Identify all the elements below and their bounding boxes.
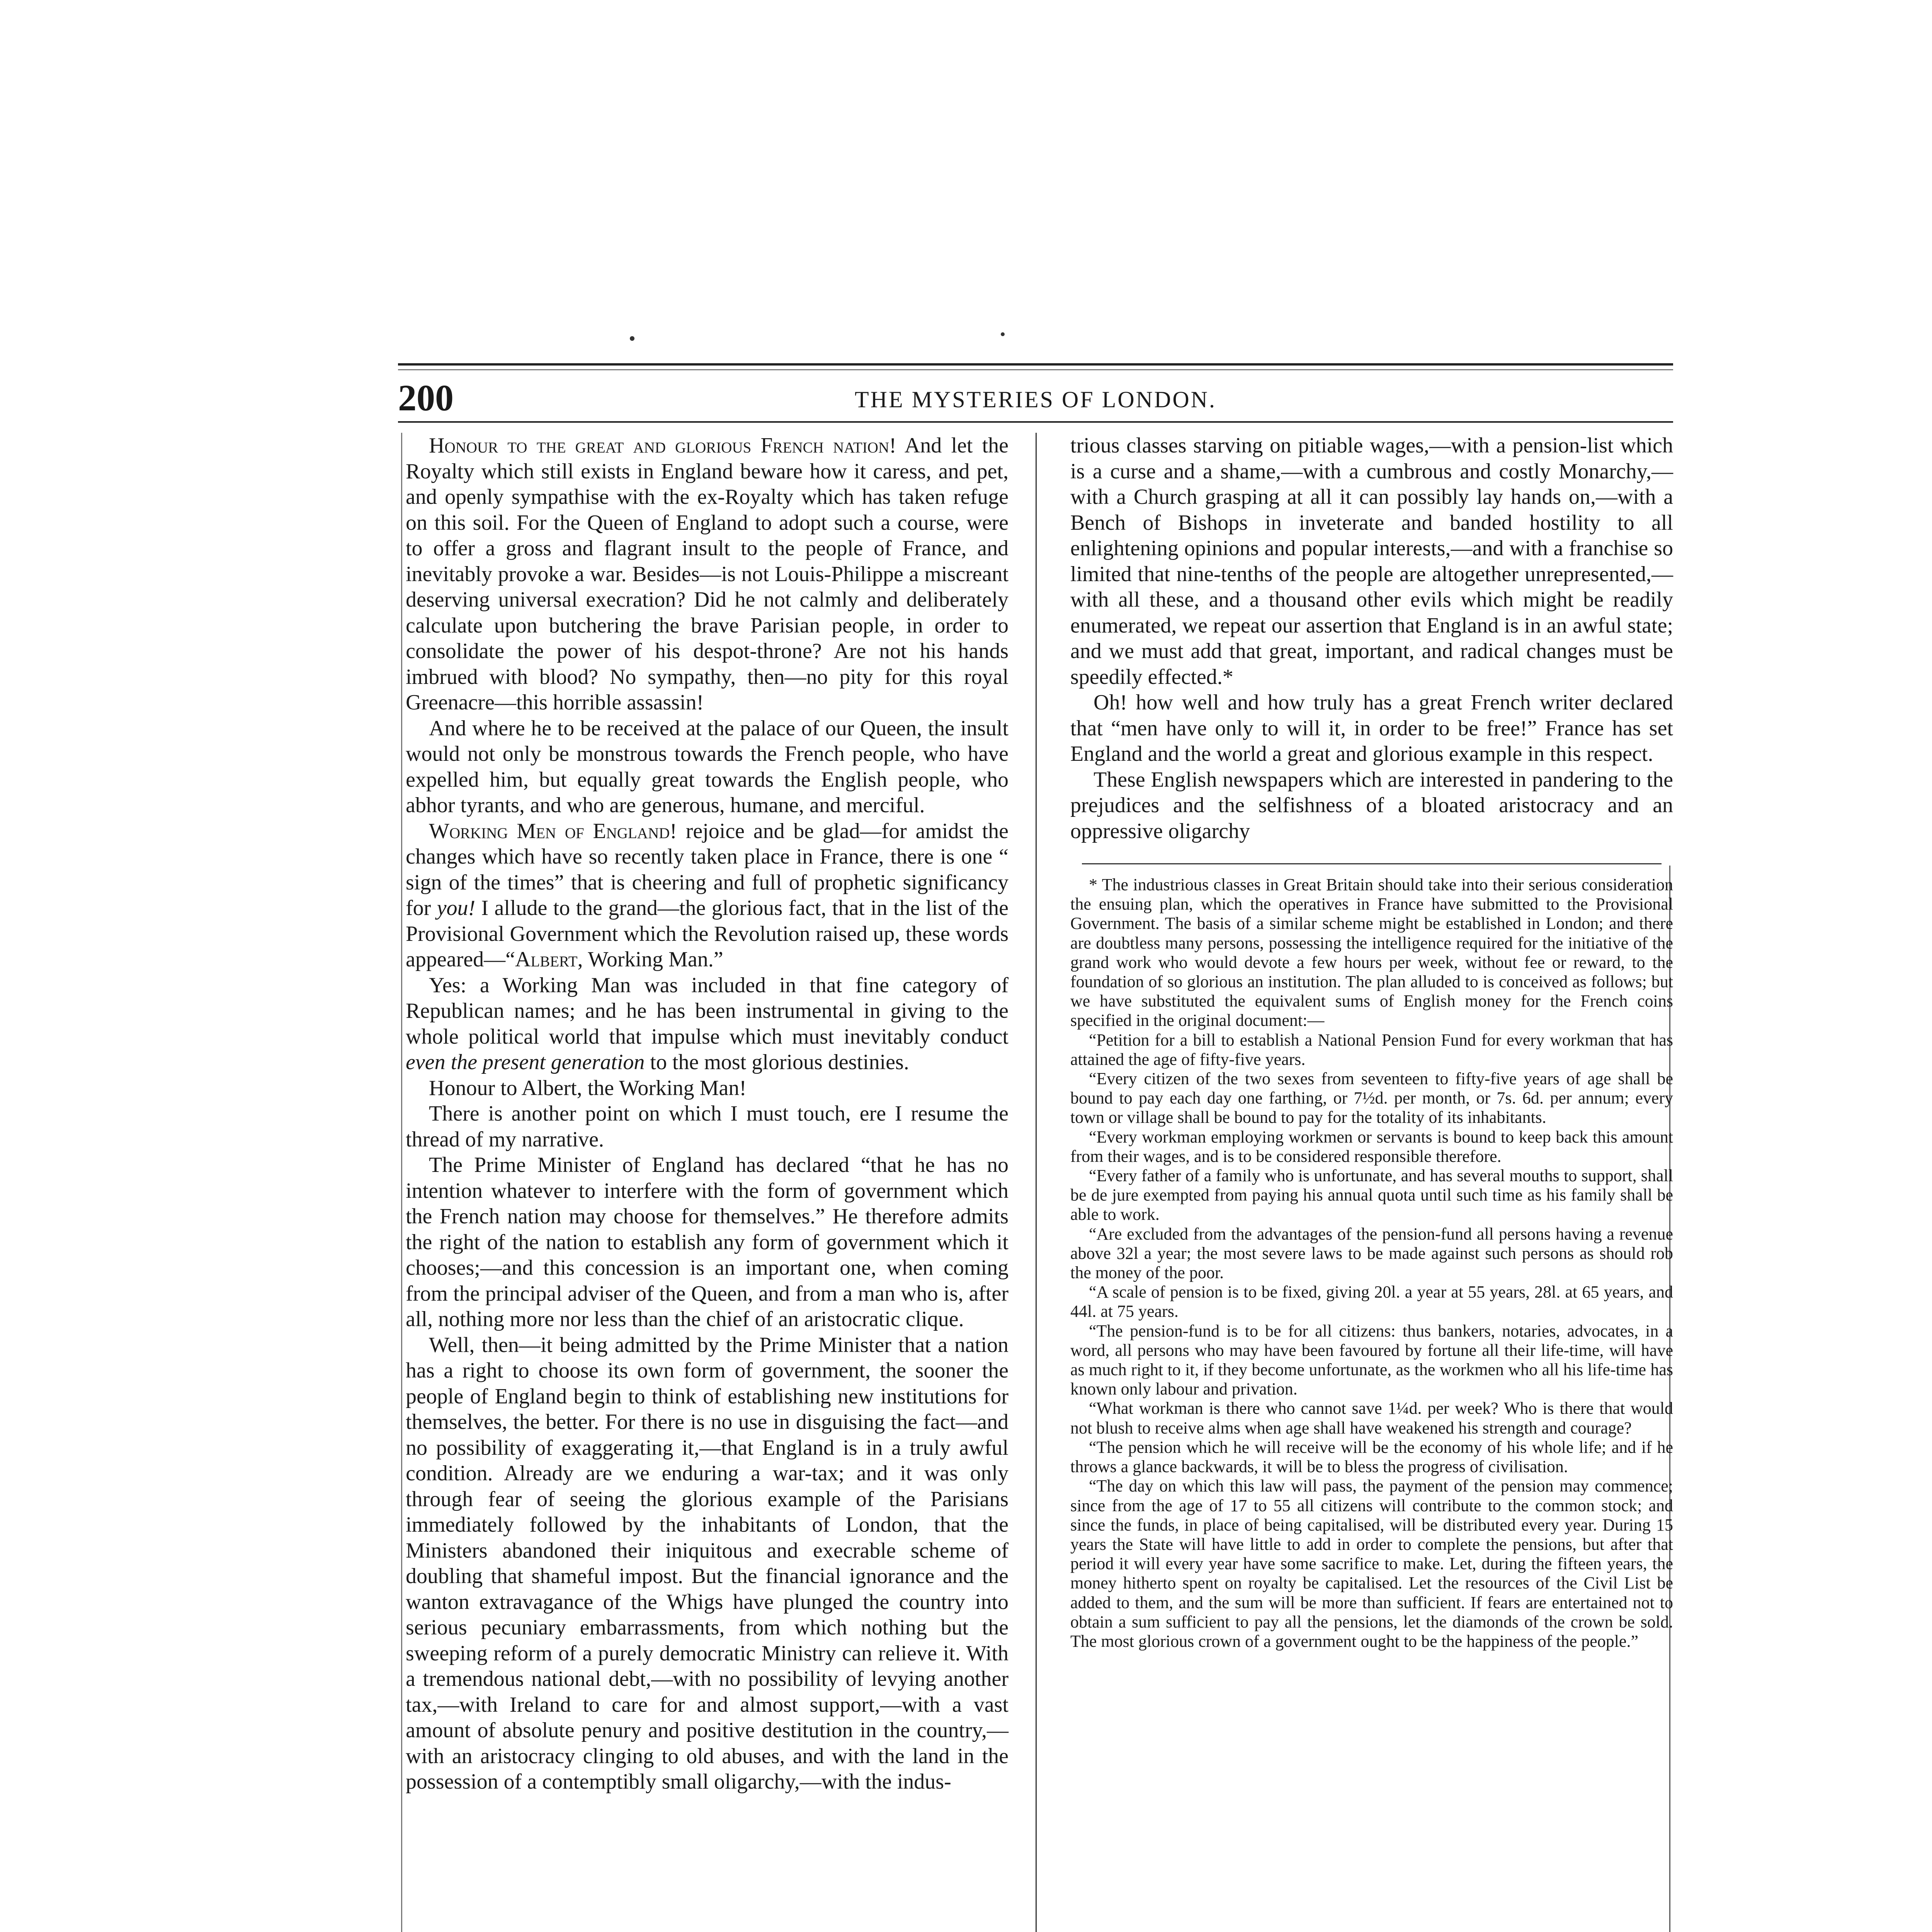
paragraph-text: rejoice and be glad—for amidst the changes which have so recently taken place in France, there is one “ sign of the times” that is cheering and full of prophetic significancy for	[406, 819, 1009, 920]
paragraph: trious classes starving on pitiable wages,—with a pension-list which is a curse and a shame,—with a cumbrous and costly Monarchy,—with a Church grasping at all it can possibly lay hands on,—with a Bench of Bishops in inveterate and banded hostility to all enlightening opinions and popular interests,—and with a franchise so limited that nine-tenths of the people are altogether unrepresented,—with all these, and a thousand other evils which might be readily enumerated, we repeat our assertion that England is in an awful state; and we must add that great, important, and radical changes must be speedily effected.*	[1070, 434, 1673, 689]
paragraph: Well, then—it being admitted by the Prime Minister that a nation has a right to choose its own form of government, the sooner the people of England begin to think of establishing new institutions for themselves, the better. For there is no use in disguising the fact—and no possibility of exaggerating it,—that England is in a truly awful condition. Already are we enduring a war-tax; and it was only through fear of seeing the glorious example of the Parisians immediately followed by the inhabitants of London, that the Ministers abandoned their iniquitous and execrable scheme of doubling that shameful impost. But the financial ignorance and the wanton extravagance of the Whigs have plunged the country into serious pecuniary embarrassments, from which nothing but the sweeping reform of a purely democratic Ministry can relieve it. With a tremendous national debt,—with no possibility of levying another tax,—with Ireland to care for and almost support,—with a vast amount of absolute penury and positive destitution in the country,—with an aristocracy clinging to old abuses, and with the land in the possession of a contemptibly small oligarchy,—with the indus-	[406, 1333, 1009, 1794]
running-title: THE MYSTERIES OF LONDON.	[855, 387, 1216, 412]
footnote-paragraph: “The pension which he will receive will be the economy of his whole life; and if he throws a glance backwards, it will be to bless the progress of civilisation.	[1070, 1437, 1673, 1476]
page-header	[398, 375, 1673, 421]
header-rule	[398, 421, 1673, 423]
footnote-paragraph: “What workman is there who cannot save 1¼d. per week? Who is there that would not blush to receive alms when age shall have weakened his strength and courage?	[1070, 1399, 1673, 1437]
top-rule	[398, 363, 1673, 366]
paragraph-text: , Working Man.”	[577, 947, 723, 971]
paragraph: There is another point on which I must touch, ere I resume the thread of my narrative.	[406, 1102, 1009, 1151]
footnote	[1070, 875, 1673, 1651]
paragraph: And where he to be received at the palace of our Queen, the insult would not only be monstrous towards the French people, who have expelled him, but equally great towards the English people, who abhor tyrants, and who are generous, humane, and merciful.	[406, 716, 1009, 817]
paragraph-lead: Honour to the great and glorious French nation!	[429, 434, 896, 457]
paragraph-text: And let the Royalty which still exists in England beware how it caress, and pet, and openly sympathise with the ex-Royalty which has taken refuge on this soil. For the Queen of England to adopt such a course, were to offer a gross and flagrant insult to the people of France, and inevitably provoke a war. Besides—is not Louis-Philippe a miscreant deserving universal execration? Did he not calmly and deliberately calculate upon butchering the brave Parisian people, in order to consolidate the power of his despot-throne? Are not his hands imbrued with blood? No sympathy, then—no pity for this royal Greenacre—this horrible assassin!	[406, 434, 1009, 714]
left-column	[406, 433, 1009, 1932]
footnote-paragraph: “Petition for a bill to establish a National Pension Fund for every workman that has attained the age of fifty-five years.	[1070, 1030, 1673, 1069]
paragraph	[406, 433, 1009, 716]
column-divider	[1036, 433, 1037, 1932]
paragraph: Honour to Albert, the Working Man!	[429, 1076, 747, 1100]
paragraph: Oh! how well and how truly has a great French writer declared that “men have only to will it, in order to be free!” France has set England and the world a great and glorious example in this respect.	[1070, 690, 1673, 766]
print-speck	[630, 336, 634, 341]
footnote-paragraph: “Are excluded from the advantages of the pension-fund all persons having a revenue above 32l a year; the most severe laws to be made against such persons as should rob the money of the poor.	[1070, 1224, 1673, 1282]
book-page	[398, 355, 1673, 1932]
paragraph-text: to the most glorious destinies.	[650, 1050, 909, 1074]
footnote-rule	[1082, 863, 1662, 864]
footnote-paragraph: * The industrious classes in Great Britain should take into their serious consideration the ensuing plan, which the operatives in France have submitted to the Provisional Government. The basis of a similar scheme might be established in London; and there are doubtless many persons, possessing the intelligence required for the initiative of the grand work who would devote a few hours per week, without fee or reward, to the foundation of so glorious an institution. The plan alluded to is conceived as follows; but we have substituted the equivalent sums of English money for the French coins specified in the original document:—	[1070, 875, 1673, 1030]
paragraph: These English newspapers which are interested in pandering to the prejudices and the selfishness of a bloated aristocracy and an oppressive oligarchy	[1070, 767, 1673, 843]
emphasis: even the present generation	[406, 1050, 645, 1074]
page-number: 200	[398, 377, 454, 418]
name-smallcaps: Albert	[515, 947, 578, 971]
paragraph	[406, 973, 1009, 1075]
footnote-paragraph: “Every citizen of the two sexes from seventeen to fifty-five years of age shall be bound to pay each day one farthing, or 7½d. per month, or 7s. 6d. per annum; every town or village shall be bound to pay for the totality of its inhabitants.	[1070, 1069, 1673, 1127]
left-margin-line	[401, 433, 402, 1932]
top-rule-thin	[398, 369, 1673, 370]
paragraph-text: I allude to the grand—the glorious fact, that in the list of the Provisional Government which the Revolution raised up, these words appeared—“	[406, 896, 1009, 971]
print-speck	[1001, 332, 1005, 336]
footnote-paragraph: “The pension-fund is to be for all citizens: thus bankers, notaries, advocates, in a word, all persons who may have been favoured by fortune all their life-time, will have as much right to it, if they become unfortunate, as the workmen who all his life-time has known only labour and privation.	[1070, 1321, 1673, 1399]
right-column	[1070, 433, 1673, 1932]
footnote-paragraph: “A scale of pension is to be fixed, giving 20l. a year at 55 years, 28l. at 65 years, and 44l. at 75 years.	[1070, 1282, 1673, 1321]
paragraph-lead: Working Men of England!	[429, 819, 677, 843]
paragraph	[406, 818, 1009, 973]
paragraph: The Prime Minister of England has declared “that he has no intention whatever to interfere with the form of government which the French nation may choose for themselves.” He therefore admits the right of the nation to establish any form of government which it chooses;—and this concession is an important one, when coming from the principal adviser of the Queen, and from a man who is, after all, nothing more nor less than the chief of an aristocratic clique.	[406, 1153, 1009, 1331]
footnote-paragraph: “Every father of a family who is unfortunate, and has several mouths to support, shall be de jure exempted from paying his annual quota until such time as his family shall be able to work.	[1070, 1166, 1673, 1224]
footnote-paragraph: “The day on which this law will pass, the payment of the pension may commence; since from the age of 17 to 55 all citizens will contribute to the common stock; and since the funds, in place of being capitalised, will be distributed every year. During 15 years the State will have little to add in order to complete the pensions, but after that period it will every year have some sacrifice to make. Let, during the fifteen years, the money hitherto spent on royalty be capitalised. Let the resources of the Civil List be added to them, and the sum will be more than sufficient. If fears are entertained not to obtain a sum sufficient to pay all the pensions, let the diamonds of the crown be sold. The most glorious crown of a government ought to be the happiness of the people.”	[1070, 1476, 1673, 1651]
paragraph-text: Yes: a Working Man was included in that fine category of Republican names; and he has been instrumental in giving to the whole political world that impulse which must inevitably conduct	[406, 973, 1009, 1049]
emphasis: you!	[437, 896, 476, 920]
footnote-paragraph: “Every workman employing workmen or servants is bound to keep back this amount from their wages, and is to be considered responsible therefore.	[1070, 1127, 1673, 1166]
